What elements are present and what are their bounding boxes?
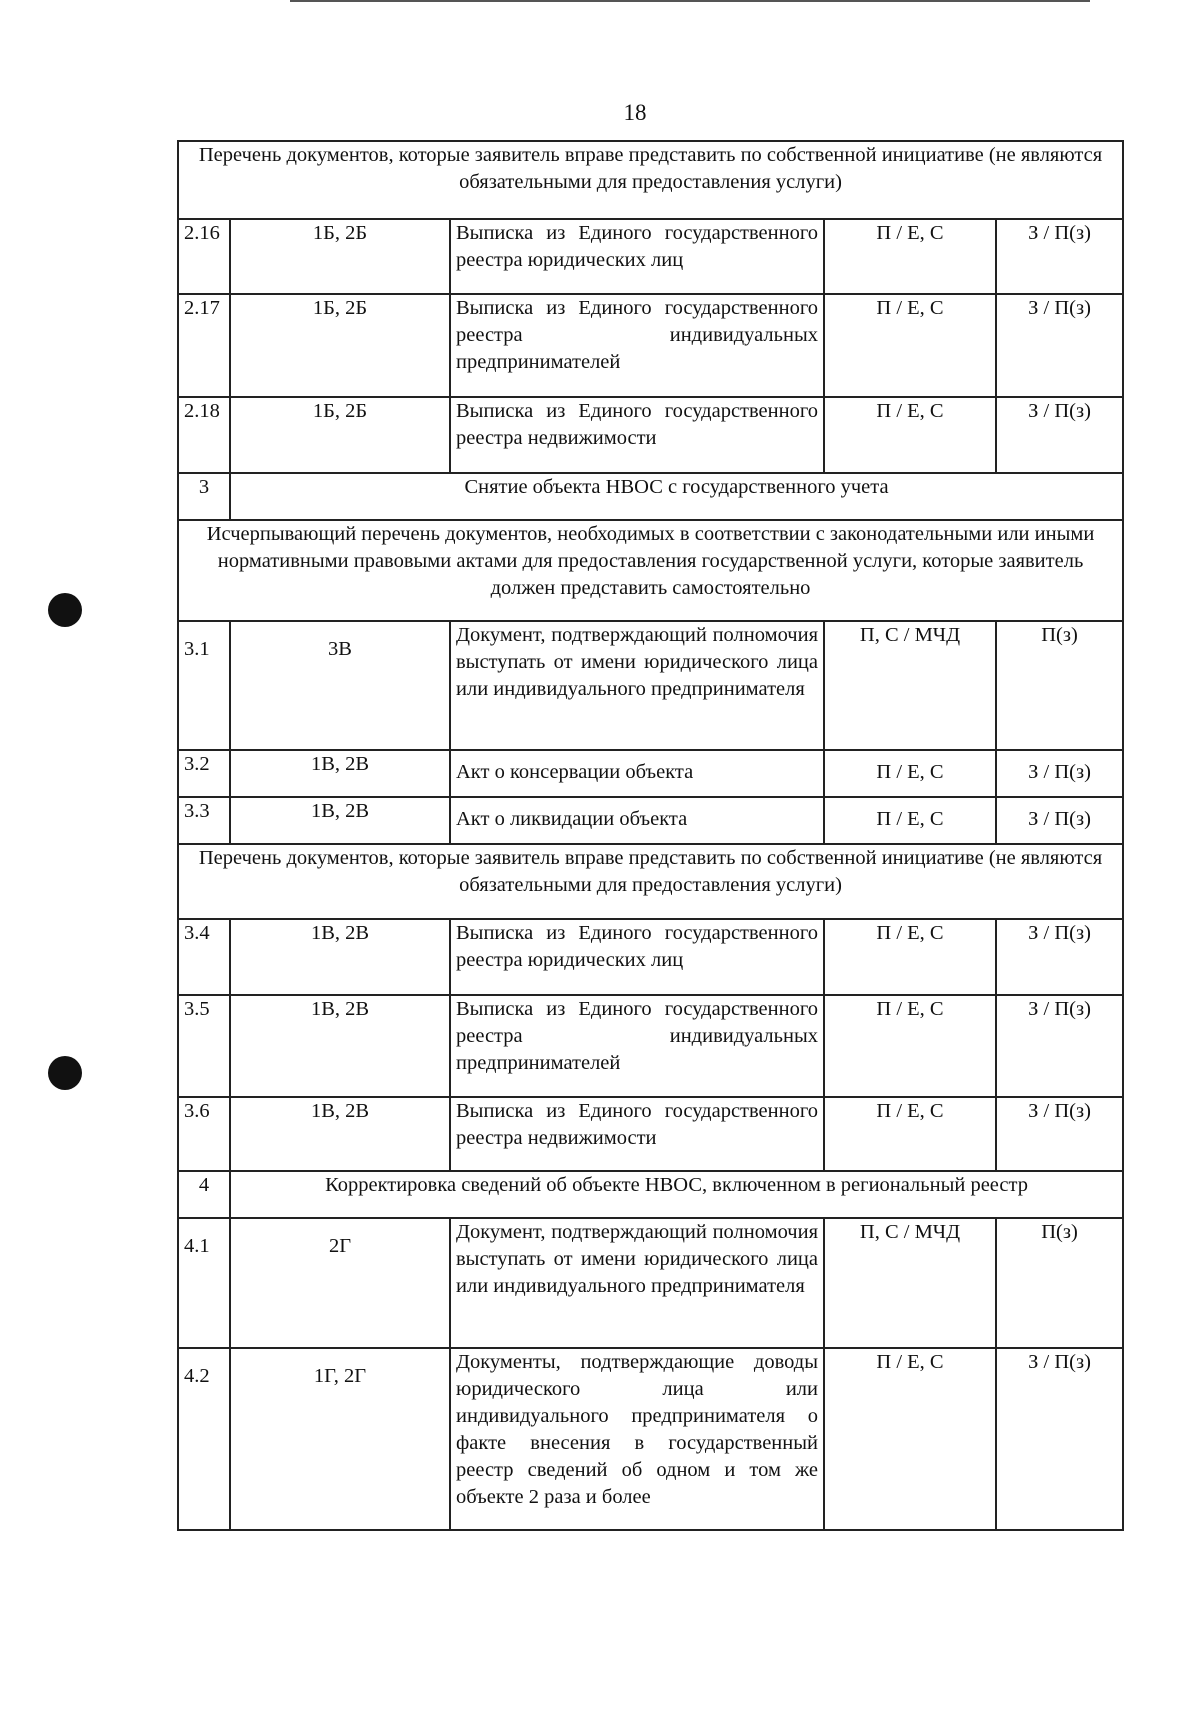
punch-hole-icon bbox=[48, 593, 82, 627]
row-result: З / П(з) bbox=[996, 1348, 1123, 1530]
row-result: П(з) bbox=[996, 1218, 1123, 1348]
table-row bbox=[178, 294, 1123, 397]
header-text: Перечень документов, которые заявитель вправе представить по собственной инициативе (не являются обязательными для предоставления услуги) bbox=[178, 141, 1123, 219]
row-form: П / Е, С bbox=[824, 797, 996, 844]
row-code: 1В, 2В bbox=[230, 1097, 450, 1171]
row-result: З / П(з) bbox=[996, 294, 1123, 397]
row-form: П / Е, С bbox=[824, 397, 996, 473]
row-number: 3.4 bbox=[178, 919, 230, 995]
section-title: Снятие объекта НВОС с государственного учета bbox=[230, 473, 1123, 520]
row-code: 2Г bbox=[230, 1218, 450, 1348]
row-description: Выписка из Единого государственного реестра индивидуальных предпринимателей bbox=[450, 995, 824, 1097]
row-code: 3В bbox=[230, 621, 450, 750]
row-form: П / Е, С bbox=[824, 1348, 996, 1530]
table-row bbox=[178, 919, 1123, 995]
row-number: 4.1 bbox=[178, 1218, 230, 1348]
row-number: 3.1 bbox=[178, 621, 230, 750]
table-row bbox=[178, 397, 1123, 473]
documents-table bbox=[177, 140, 1124, 1531]
row-number: 3.3 bbox=[178, 797, 230, 844]
row-code: 1Г, 2Г bbox=[230, 1348, 450, 1530]
section-number: 4 bbox=[178, 1171, 230, 1218]
section-header-row bbox=[178, 844, 1123, 919]
row-description: Выписка из Единого государственного реестра недвижимости bbox=[450, 1097, 824, 1171]
punch-hole-icon bbox=[48, 1056, 82, 1090]
row-code: 1Б, 2Б bbox=[230, 294, 450, 397]
row-description: Акт о ликвидации объекта bbox=[450, 797, 824, 844]
table-row bbox=[178, 797, 1123, 844]
row-description: Документ, подтверждающий полномочия выступать от имени юридического лица или индивидуального предпринимателя bbox=[450, 621, 824, 750]
row-description: Акт о консервации объекта bbox=[450, 750, 824, 797]
row-form: П / Е, С bbox=[824, 750, 996, 797]
row-result: З / П(з) bbox=[996, 1097, 1123, 1171]
row-form: П / Е, С bbox=[824, 1097, 996, 1171]
section-number: 3 bbox=[178, 473, 230, 520]
row-number: 3.6 bbox=[178, 1097, 230, 1171]
row-code: 1В, 2В bbox=[230, 797, 450, 844]
row-code: 1Б, 2Б bbox=[230, 397, 450, 473]
row-code: 1В, 2В bbox=[230, 919, 450, 995]
table-row bbox=[178, 219, 1123, 294]
top-scan-edge bbox=[290, 0, 1090, 2]
row-result: З / П(з) bbox=[996, 995, 1123, 1097]
row-code: 1В, 2В bbox=[230, 750, 450, 797]
row-description: Документы, подтверждающие доводы юридического лица или индивидуального предпринимателя о факте внесения в государственный реестр сведений об одном и том же объекте 2 раза и более bbox=[450, 1348, 824, 1530]
row-description: Выписка из Единого государственного реестра недвижимости bbox=[450, 397, 824, 473]
row-code: 1Б, 2Б bbox=[230, 219, 450, 294]
row-number: 4.2 bbox=[178, 1348, 230, 1530]
row-description: Документ, подтверждающий полномочия выступать от имени юридического лица или индивидуального предпринимателя bbox=[450, 1218, 824, 1348]
row-number: 2.17 bbox=[178, 294, 230, 397]
row-form: П / Е, С bbox=[824, 919, 996, 995]
row-form: П / Е, С bbox=[824, 294, 996, 397]
row-form: П / Е, С bbox=[824, 219, 996, 294]
row-description: Выписка из Единого государственного реестра индивидуальных предпринимателей bbox=[450, 294, 824, 397]
table-row bbox=[178, 1348, 1123, 1530]
page-number: 18 bbox=[623, 100, 647, 125]
row-result: З / П(з) bbox=[996, 750, 1123, 797]
row-result: З / П(з) bbox=[996, 397, 1123, 473]
row-form: П / Е, С bbox=[824, 995, 996, 1097]
section-row bbox=[178, 473, 1123, 520]
section-header-row bbox=[178, 141, 1123, 219]
table-row bbox=[178, 621, 1123, 750]
row-form: П, С / МЧД bbox=[824, 621, 996, 750]
row-number: 3.5 bbox=[178, 995, 230, 1097]
section-header-row bbox=[178, 520, 1123, 621]
row-description: Выписка из Единого государственного реестра юридических лиц bbox=[450, 219, 824, 294]
row-result: З / П(з) bbox=[996, 797, 1123, 844]
header-text: Перечень документов, которые заявитель вправе представить по собственной инициативе (не являются обязательными для предоставления услуги) bbox=[178, 844, 1123, 919]
table-row bbox=[178, 1097, 1123, 1171]
row-number: 3.2 bbox=[178, 750, 230, 797]
header-text: Исчерпывающий перечень документов, необходимых в соответствии с законодательными или иными нормативными правовыми актами для предоставления государственной услуги, которые заявитель должен представить самостоятельно bbox=[178, 520, 1123, 621]
row-result: З / П(з) bbox=[996, 919, 1123, 995]
row-number: 2.16 bbox=[178, 219, 230, 294]
section-title: Корректировка сведений об объекте НВОС, включенном в региональный реестр bbox=[230, 1171, 1123, 1218]
row-result: П(з) bbox=[996, 621, 1123, 750]
row-number: 2.18 bbox=[178, 397, 230, 473]
table-row bbox=[178, 1218, 1123, 1348]
row-result: З / П(з) bbox=[996, 219, 1123, 294]
row-description: Выписка из Единого государственного реестра юридических лиц bbox=[450, 919, 824, 995]
table-row bbox=[178, 750, 1123, 797]
row-code: 1В, 2В bbox=[230, 995, 450, 1097]
section-row bbox=[178, 1171, 1123, 1218]
row-form: П, С / МЧД bbox=[824, 1218, 996, 1348]
table-row bbox=[178, 995, 1123, 1097]
